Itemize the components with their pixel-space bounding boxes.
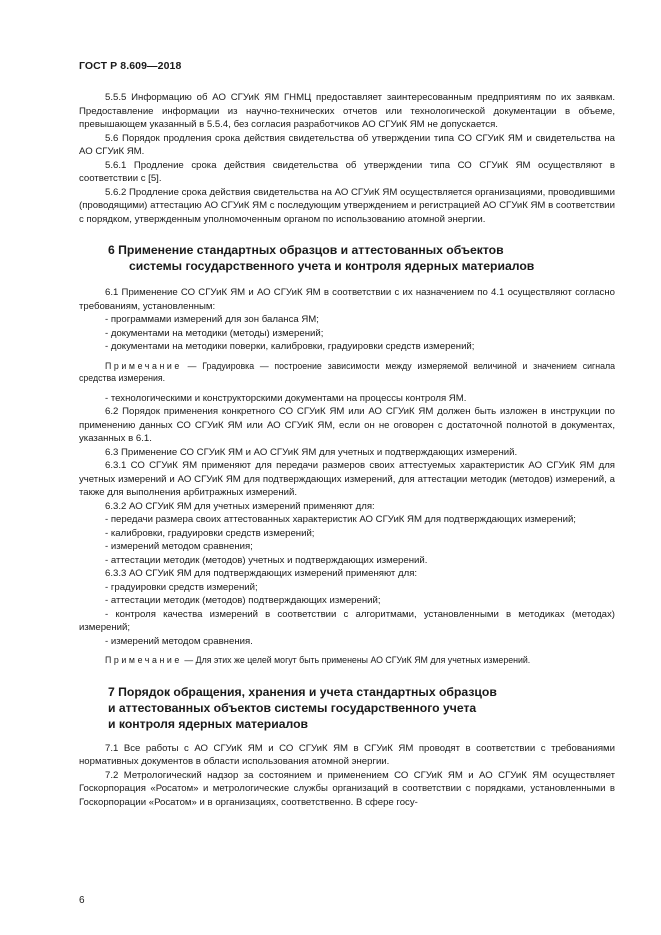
paragraph-6-3: 6.3 Применение СО СГУиК ЯМ и АО СГУиК ЯМ для учетных и подтверждающих измерений. (105, 446, 518, 458)
paragraph-6-3-2: 6.3.2 АО СГУиК ЯМ для учетных измерений применяют для: (105, 500, 375, 512)
list-item: - документами на методики поверки, калибровки, градуировки средств измерений; (105, 341, 475, 352)
section-6-heading-line-1: 6 Применение стандартных образцов и аттестованных объектов (108, 243, 504, 257)
paragraph-6-3-1: 6.3.1 СО СГУиК ЯМ применяют для передачи размеров своих аттестуемых характеристик АО СГУиК ЯМ для учетных измерений и АО СГУиК ЯМ для подтверждающих измерений, для аттестации методик (методов) измерений, а также для выполнения арбитражных измерений. (79, 460, 615, 498)
paragraph-5-6-2: 5.6.2 Продление срока действия свидетельства на АО СГУиК ЯМ осуществляется организациями, проводившими (проводящими) аттестацию АО СГУиК ЯМ с последующим утверждением и регистрацией АО СГУиК ЯМ в соответствии с порядком, утвержденным уполномоченным органом по использованию атомной энергии. (79, 186, 615, 225)
page-number: 6 (79, 895, 85, 906)
paragraph-7-1: 7.1 Все работы с АО СГУиК ЯМ и СО СГУиК ЯМ в СГУиК ЯМ проводят в соответствии с требованиями нормативных документов в области использования атомной энергии. (79, 742, 615, 767)
note-1 (79, 360, 615, 385)
list-item: - технологическими и конструкторскими документами на процессы контроля ЯМ. (105, 392, 467, 404)
list-item: - передачи размера своих аттестованных характеристик АО СГУиК ЯМ для подтверждающих измерений; (105, 514, 576, 525)
paragraph-5-5-5: 5.5.5 Информацию об АО СГУиК ЯМ ГНМЦ предоставляет заинтересованным предприятиям по их заявкам. Предоставление информации из научно-технических отчетов или технологической документации в объеме, превышающем указанный в 5.5.4, без согласия разработчиков АО СГУиК ЯМ не допускается. (79, 92, 615, 130)
paragraph-6-1: 6.1 Применение СО СГУиК ЯМ и АО СГУиК ЯМ в соответствии с их назначением по 4.1 осуществляют согласно требованиям, установленным: (79, 287, 615, 312)
document-header: ГОСТ Р 8.609—2018 (79, 60, 182, 72)
section-7-heading-line-3: и контроля ядерных материалов (108, 716, 309, 731)
section-6-heading-line-2: системы государственного учета и контроля ядерных материалов (129, 259, 535, 273)
paragraph-6-2: 6.2 Порядок применения конкретного СО СГУиК ЯМ или АО СГУиК ЯМ должен быть изложен в инструкции по применению данных СО СГУиК ЯМ или АО СГУиК ЯМ, если он не оговорен с достаточной полнотой в документах, указанных в 6.1. (79, 406, 615, 444)
list-item: - документами на методики (методы) измерений; (105, 327, 324, 339)
note-2 (79, 654, 615, 667)
section-7-heading (79, 684, 615, 732)
note-1-text: — Градуировка — построение зависимости между измеряемой величиной и значением сигнала средства измерения. (79, 360, 615, 383)
list-item: - измерений методом сравнения. (105, 635, 253, 647)
paragraph-7-2: 7.2 Метрологический надзор за состоянием и применением СО СГУиК ЯМ и АО СГУиК ЯМ осуществляет Госкорпорация «Росатом» и метрологические службы организаций в соответствии с порядками, установленными в Госкорпорации «Росатом» и в организациях, соответственно. В сфере госу- (79, 769, 615, 808)
section-7-heading-line-2: и аттестованных объектов системы государственного учета (108, 700, 477, 715)
note-2-text: — Для этих же целей могут быть применены АО СГУиК ЯМ для учетных измерений. (181, 655, 531, 665)
list-item: - измерений методом сравнения; (105, 541, 253, 552)
paragraph-5-6: 5.6 Порядок продления срока действия свидетельства об утверждении типа СО СГУиК ЯМ и свидетельства на АО СГУиК ЯМ. (79, 132, 615, 157)
list-item: - контроля качества измерений в соответствии с алгоритмами, установленными в методиках (методах) измерений; (79, 608, 615, 633)
note-2-label: Примечание (105, 655, 182, 665)
list-item: - аттестации методик (методов) учетных и подтверждающих измерений. (105, 554, 428, 566)
section-7-heading-line-1: 7 Порядок обращения, хранения и учета стандартных образцов (108, 684, 497, 699)
paragraph-5-6-1: 5.6.1 Продление срока действия свидетельства об утверждении типа СО СГУиК ЯМ осуществляют в соответствии с [5]. (79, 159, 615, 184)
list-item: - аттестации методик (методов) подтверждающих измерений; (105, 595, 381, 606)
list-item: - калибровки, градуировки средств измерений; (105, 527, 315, 539)
document-body (79, 91, 615, 809)
list-item: - градуировки средств измерений; (105, 581, 258, 593)
note-1-label: Примечание (105, 360, 182, 371)
list-item: - программами измерений для зон баланса ЯМ; (105, 314, 319, 325)
paragraph-6-3-3: 6.3.3 АО СГУиК ЯМ для подтверждающих измерений применяют для: (105, 568, 418, 579)
section-6-heading (79, 242, 615, 274)
